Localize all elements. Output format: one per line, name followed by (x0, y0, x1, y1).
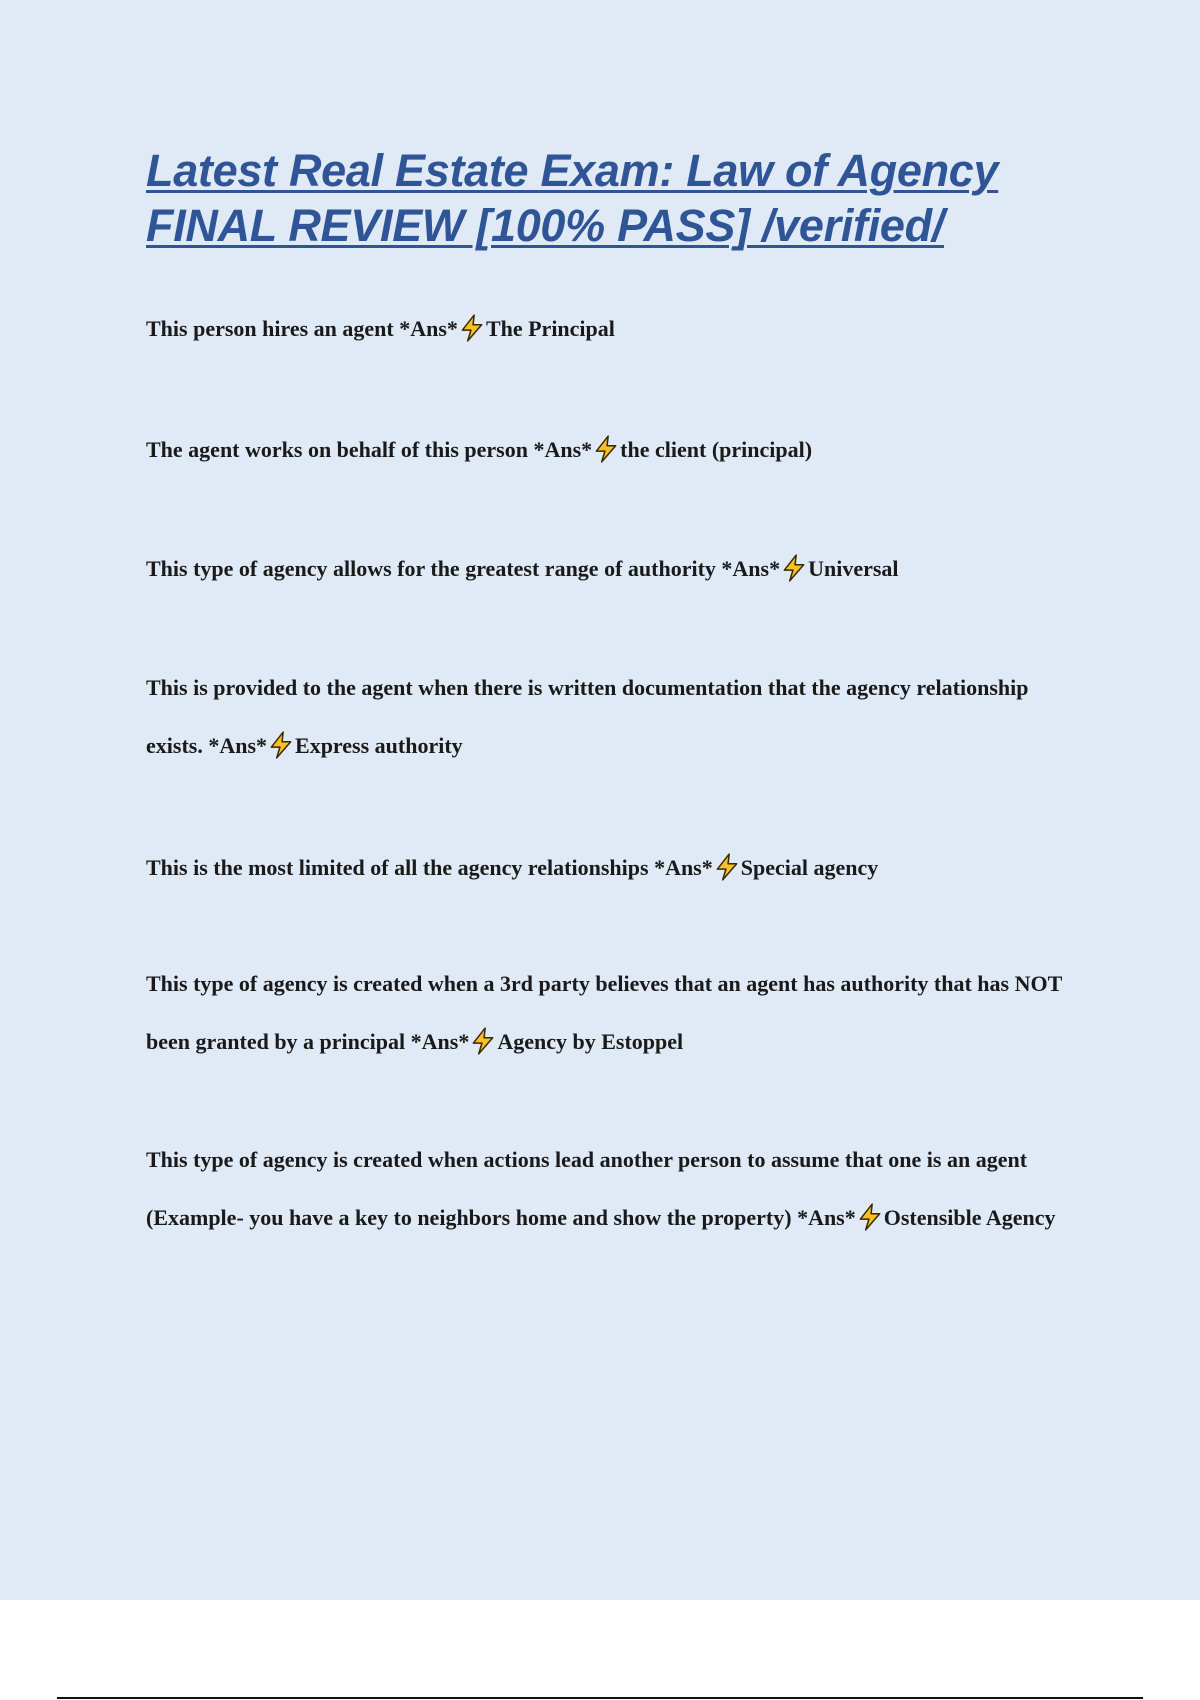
answer-marker: *Ans* (410, 1029, 470, 1054)
lightning-bolt-icon (593, 435, 619, 463)
qa-item-6 (146, 955, 1076, 1071)
question-text: This type of agency is created when actions lead another person to assume that one is an agent (Example- you have a key to neighbors home and show the property) (146, 1147, 1028, 1230)
lightning-bolt-icon (857, 1203, 883, 1231)
lightning-bolt-icon (781, 554, 807, 582)
answer-text: Ostensible Agency (883, 1205, 1056, 1230)
qa-item-7 (146, 1131, 1076, 1247)
qa-item-4 (146, 659, 1076, 775)
question-text: This type of agency allows for the greatest range of authority (146, 556, 716, 581)
question-text: This is the most limited of all the agency relationships (146, 855, 649, 880)
answer-marker: *Ans* (399, 316, 458, 341)
qa-item-3 (146, 554, 1076, 582)
footer-divider (57, 1697, 1143, 1699)
answer-text: Universal (808, 556, 899, 581)
qa-item-2 (146, 435, 1076, 463)
answer-marker: *Ans* (533, 437, 593, 462)
answer-text: Express authority (295, 733, 463, 758)
answer-text: The Principal (485, 316, 615, 341)
answer-marker: *Ans* (208, 733, 268, 758)
answer-marker: *Ans* (797, 1205, 856, 1230)
qa-item-5 (146, 853, 1076, 881)
document-title[interactable]: Latest Real Estate Exam: Law of Agency FINAL REVIEW [100% PASS] /verified/ (146, 145, 999, 251)
answer-marker: *Ans* (721, 556, 781, 581)
question-text: The agent works on behalf of this person (146, 437, 528, 462)
lightning-bolt-icon (470, 1027, 496, 1055)
answer-marker: *Ans* (654, 855, 713, 880)
lightning-bolt-icon (268, 731, 294, 759)
answer-text: Agency by Estoppel (497, 1029, 684, 1054)
lightning-bolt-icon (714, 853, 740, 881)
answer-text: the client (principal) (620, 437, 813, 462)
question-text: This person hires an agent (146, 316, 394, 341)
lightning-bolt-icon (459, 314, 485, 342)
qa-item-1 (146, 314, 1076, 342)
question-text: This is provided to the agent when there is written documentation that the agency relationship exists. (146, 675, 1029, 758)
question-text: This type of agency is created when a 3rd party believes that an agent has authority that has NOT been granted by a principal (146, 971, 1062, 1054)
answer-text: Special agency (740, 855, 879, 880)
